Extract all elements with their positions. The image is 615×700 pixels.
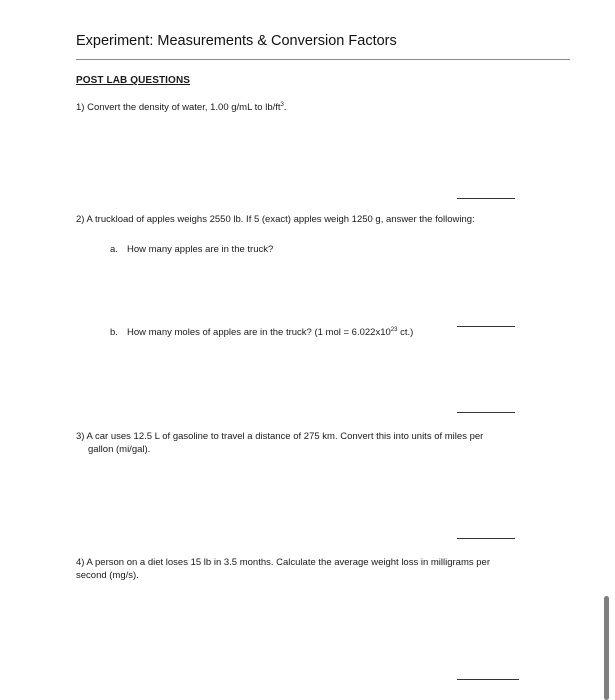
title-divider xyxy=(76,59,570,60)
question-2a xyxy=(110,243,273,256)
answer-line-1 xyxy=(457,198,515,199)
answer-line-2b xyxy=(457,326,515,327)
question-4 xyxy=(76,556,546,582)
question-2a-marker: a. xyxy=(110,244,118,255)
question-1-text: 1) Convert the density of water, 1.00 g/mL to lb/ft xyxy=(76,102,281,113)
question-2: 2) A truckload of apples weighs 2550 lb. If 5 (exact) apples weigh 1250 g, answer the following: xyxy=(76,214,475,225)
document-title: Experiment: Measurements & Conversion Factors xyxy=(76,33,397,49)
question-3-line-2: gallon (mi/gal). xyxy=(88,444,151,455)
answer-line-2-extra xyxy=(457,412,515,413)
question-1-period: . xyxy=(283,102,287,113)
question-2b-superscript: 23 xyxy=(390,327,398,333)
question-2b-text-end: ct.) xyxy=(397,327,414,338)
answer-line-3 xyxy=(457,538,515,539)
scrollbar[interactable] xyxy=(604,596,609,700)
answer-line-4 xyxy=(457,679,519,680)
question-3 xyxy=(76,430,546,456)
question-2b-text: How many moles of apples are in the truck? (1 mol = 6.022x10 xyxy=(127,327,391,338)
question-3-line-1: 3) A car uses 12.5 L of gasoline to travel a distance of 275 km. Convert this into units of miles per xyxy=(76,431,484,442)
question-4-line-1: 4) A person on a diet loses 15 lb in 3.5 months. Calculate the average weight loss in milligrams per xyxy=(76,557,491,568)
section-heading: POST LAB QUESTIONS xyxy=(76,75,191,86)
question-2b xyxy=(110,326,413,339)
question-2b-marker: b. xyxy=(110,327,118,338)
question-1-superscript: 3 xyxy=(280,102,284,108)
question-4-line-2: second (mg/s). xyxy=(76,570,139,581)
question-2a-text: How many apples are in the truck? xyxy=(127,244,274,255)
question-1 xyxy=(76,101,287,114)
